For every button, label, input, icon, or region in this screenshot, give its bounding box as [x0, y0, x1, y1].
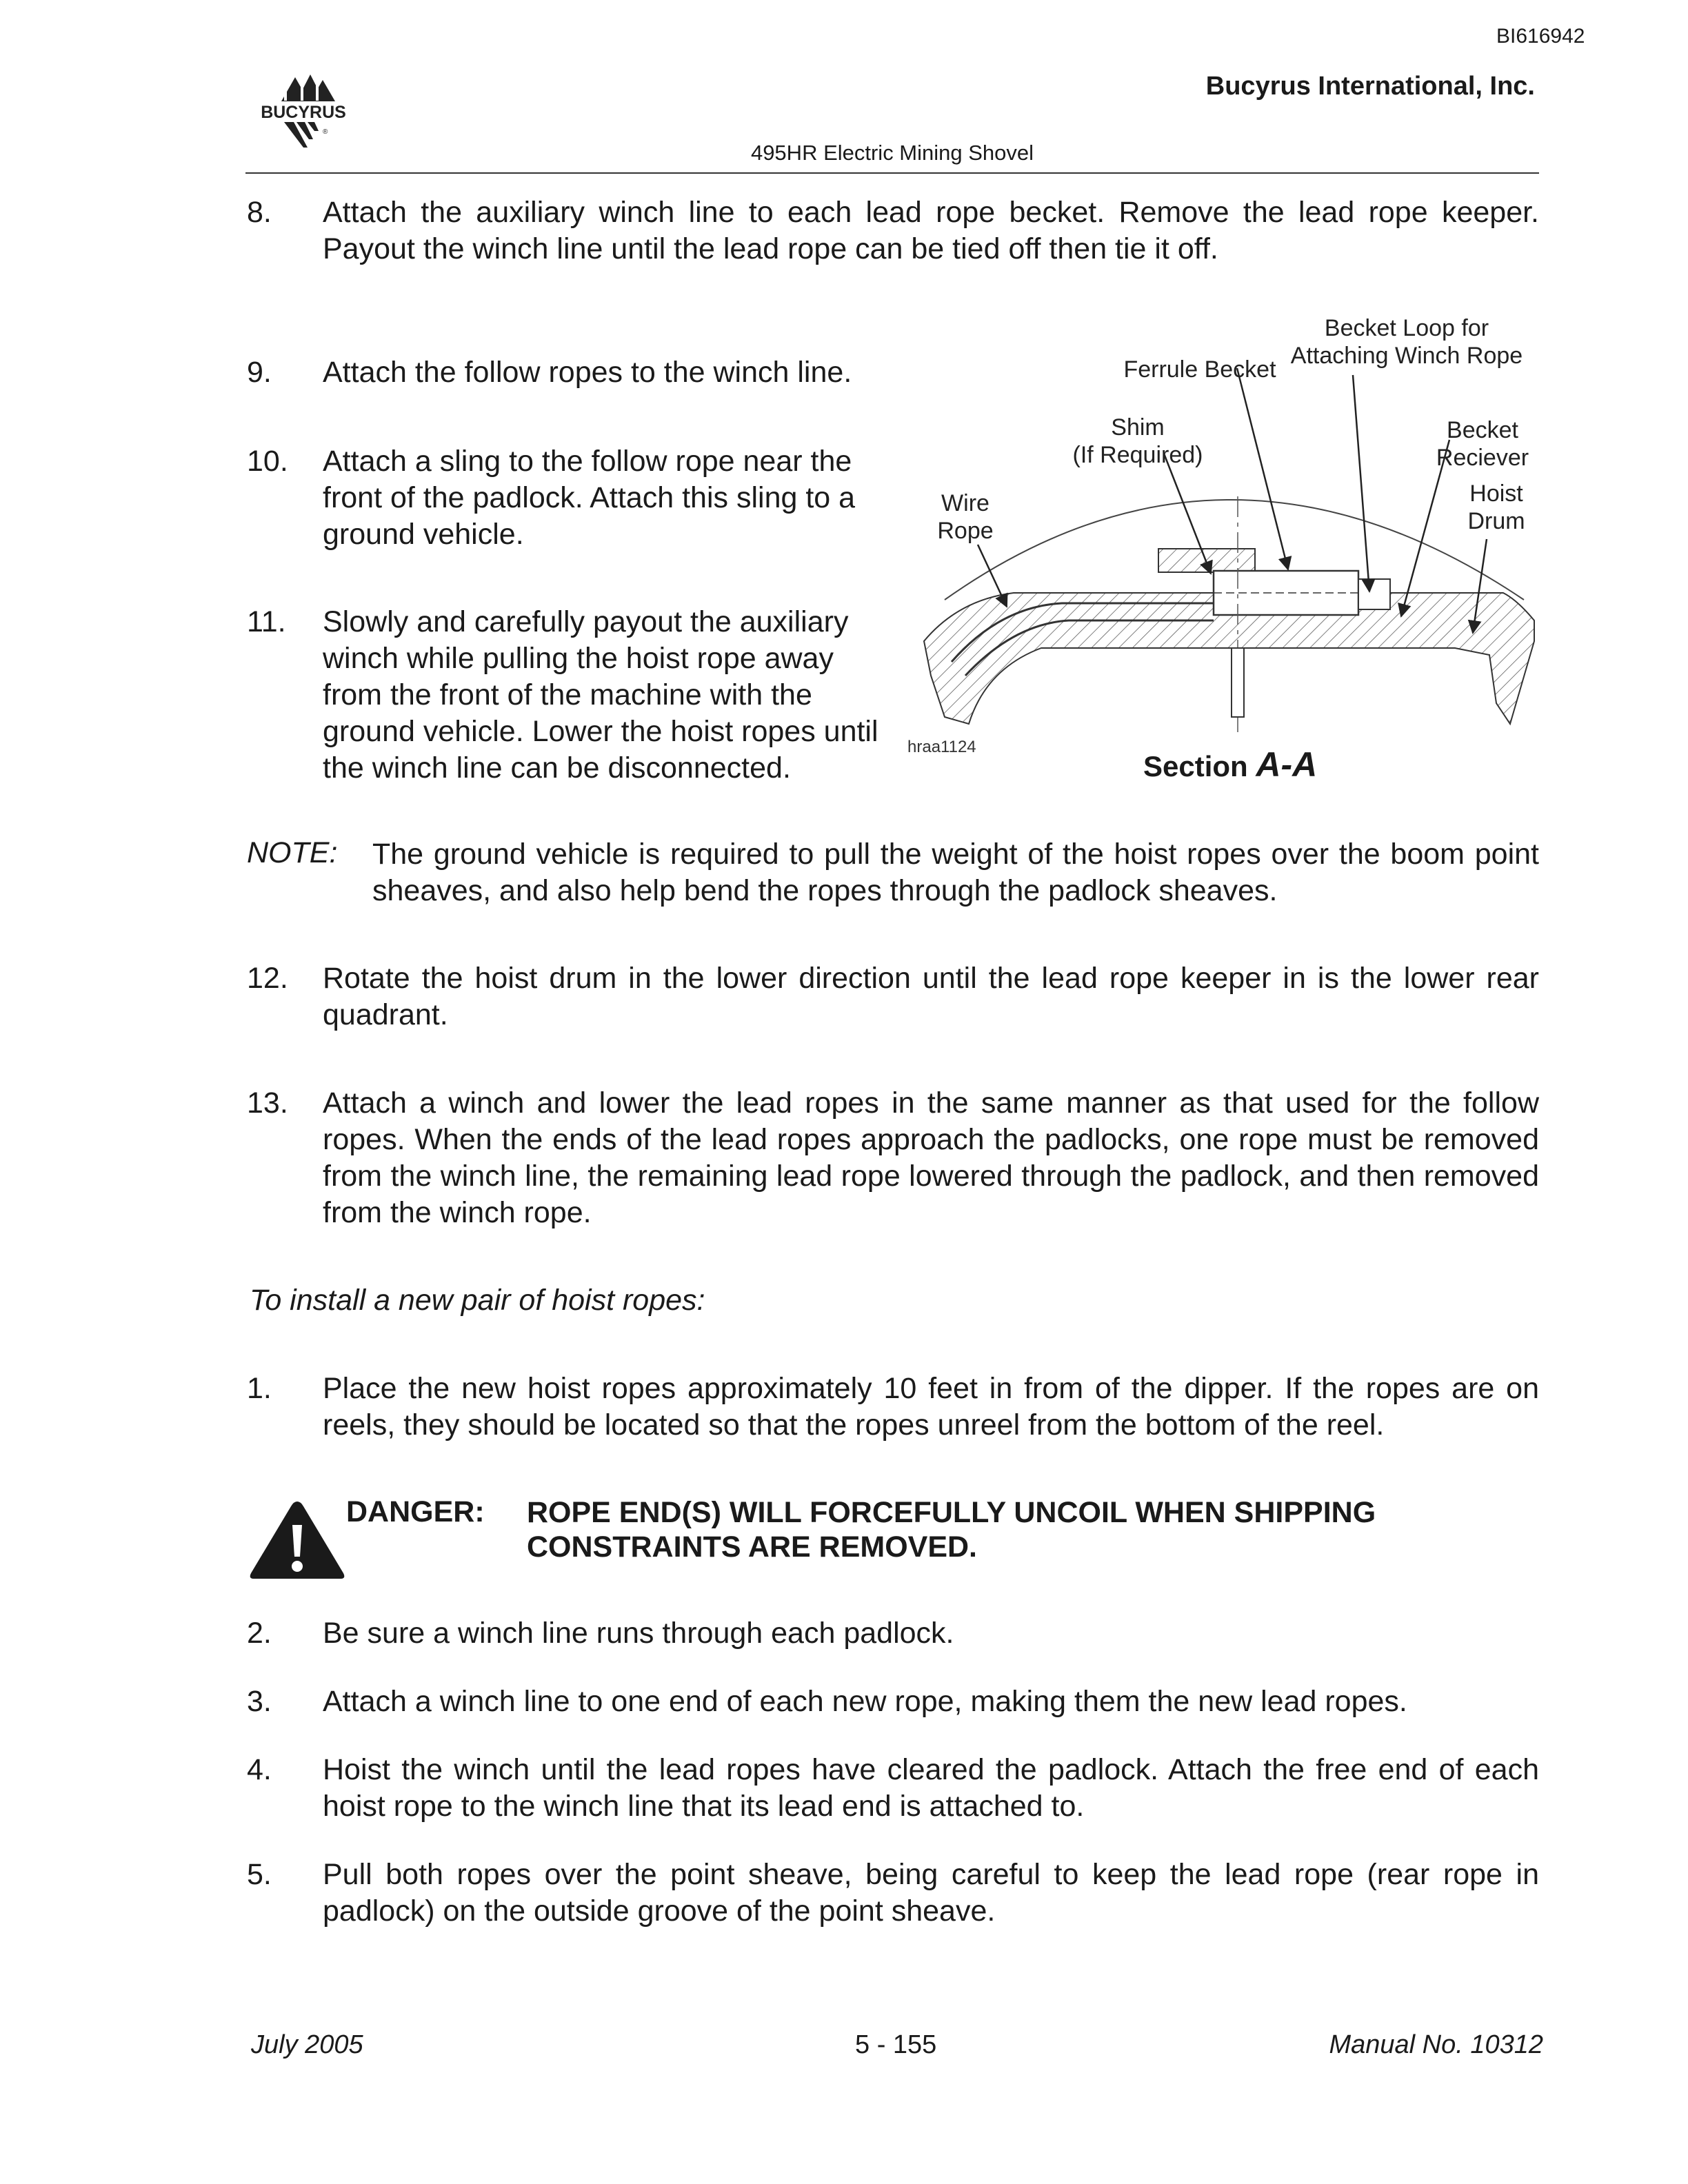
step-text: Place the new hoist ropes approximately 10 feet in from of the dipper. If the ropes are on reels, they should be located so that the ropes unreel from the bottom of the reel. — [323, 1372, 1539, 1442]
svg-text:®: ® — [323, 128, 328, 136]
page-number: 5 - 155 — [855, 2030, 937, 2059]
step-text: Rotate the hoist drum in the lower direction until the lead rope keeper in is the lower rear quadrant. — [323, 962, 1539, 1031]
step-number: 2. — [247, 1617, 272, 1650]
step-number: 1. — [247, 1372, 272, 1405]
svg-text:BUCYRUS: BUCYRUS — [261, 103, 346, 122]
step-number: 12. — [247, 962, 288, 995]
install-heading: To install a new pair of hoist ropes: — [250, 1284, 705, 1317]
note-text: The ground vehicle is required to pull the weight of the hoist ropes over the boom point sheaves, and also help bend the ropes through the padlock sheaves. — [372, 838, 1539, 907]
figure-id: hraa1124 — [907, 738, 976, 756]
step-number: 3. — [247, 1685, 272, 1718]
step-number: 4. — [247, 1753, 272, 1786]
step-text: Attach a winch line to one end of each new rope, making them the new lead ropes. — [323, 1685, 1407, 1718]
becket-reciever-label: Becket Reciever — [1436, 417, 1529, 471]
header-divider — [245, 172, 1539, 174]
manual-number: Manual No. 10312 — [1329, 2030, 1543, 2059]
hoist-drum-label: Hoist Drum — [1467, 481, 1525, 534]
shim-label: Shim (If Required) — [1072, 414, 1203, 468]
step-text: Slowly and carefully payout the auxiliary winch while pulling the hoist rope away from the front of the machine with the ground vehicle. Lower the hoist ropes until the winch line can be disconnected. — [323, 605, 878, 785]
step-text: Hoist the winch until the lead ropes have cleared the padlock. Attach the free end of each hoist rope to the winch line that its lead end is attached to. — [323, 1753, 1539, 1823]
shim — [1158, 549, 1255, 572]
step-text: Be sure a winch line runs through each padlock. — [323, 1617, 954, 1650]
step-number: 5. — [247, 1858, 272, 1891]
warning-icon — [247, 1496, 348, 1583]
note-label: NOTE: — [247, 836, 338, 869]
step-number: 11. — [247, 605, 286, 638]
bucyrus-logo — [241, 70, 365, 153]
step-number: 13. — [247, 1086, 288, 1120]
step-number: 10. — [247, 445, 288, 478]
step-text: Pull both ropes over the point sheave, being careful to keep the lead rope (rear rope in padlock) on the outside groove of the point sheave. — [323, 1858, 1539, 1928]
becket-loop-label: Becket Loop for Attaching Winch Rope — [1290, 315, 1523, 369]
step-text: Attach the auxiliary winch line to each lead rope becket. Remove the lead rope keeper. Payout the winch line until the lead rope can be tied off then tie it off. — [323, 196, 1539, 265]
step-text: Attach a winch and lower the lead ropes in the same manner as that used for the follow ropes. When the ends of the lead ropes approach the padlocks, one rope must be removed from the winch line, the remaining lead rope lowered through the padlock, and then removed from the winch rope. — [323, 1086, 1539, 1229]
step-number: 8. — [247, 196, 272, 229]
wire-rope-label: Wire Rope — [937, 490, 994, 544]
ferrule-becket — [1214, 571, 1358, 615]
section-a-a-figure — [903, 303, 1551, 800]
company-name: Bucyrus International, Inc. — [1205, 72, 1535, 101]
step-text: Attach the follow ropes to the winch line. — [323, 356, 852, 389]
step-text: Attach a sling to the follow rope near the front of the padlock. Attach this sling to a ground vehicle. — [323, 445, 856, 551]
footer-date: July 2005 — [251, 2030, 363, 2059]
section-title: Section A-A — [1143, 745, 1318, 784]
becket-reciever — [1358, 579, 1390, 609]
document-id: BI616942 — [1496, 25, 1585, 48]
step-number: 9. — [247, 356, 272, 389]
danger-message: ROPE END(S) WILL FORCEFULLY UNCOIL WHEN SHIPPING CONSTRAINTS ARE REMOVED. — [527, 1496, 1376, 1564]
document-subtitle: 495HR Electric Mining Shovel — [750, 141, 1034, 165]
danger-label: DANGER: — [346, 1495, 485, 1528]
ferrule-becket-label: Ferrule Becket — [1123, 356, 1276, 383]
